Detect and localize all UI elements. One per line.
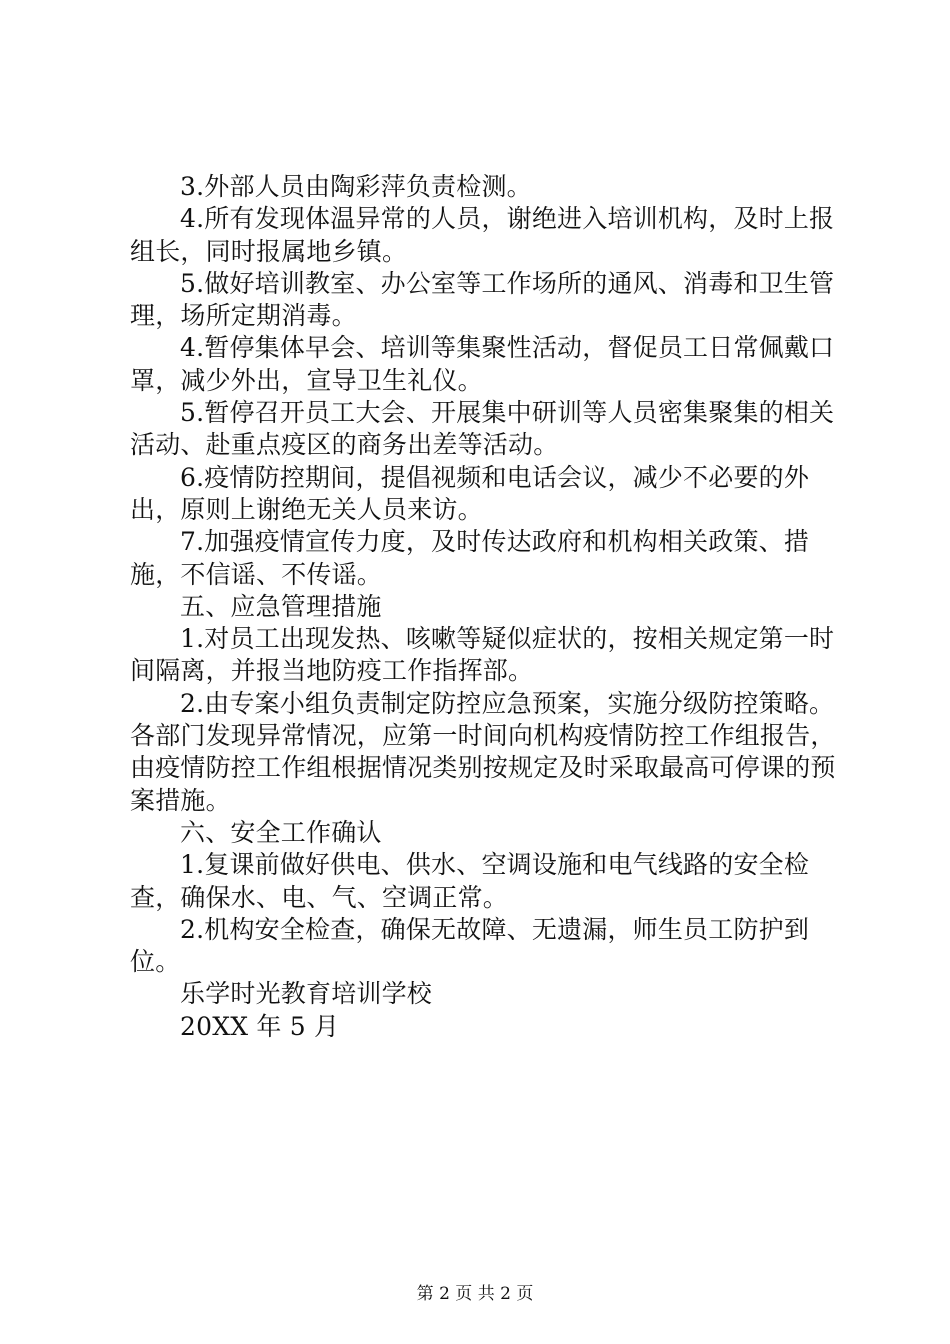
paragraph: 2.由专案小组负责制定防控应急预案，实施分级防控策略。各部门发现异常情况，应第一时间向机构疫情防控工作组报告，由疫情防控工作组根据情况类别按规定及时采取最高可停课的预案措施。 (130, 688, 836, 815)
paragraph: 5.暂停召开员工大会、开展集中研训等人员密集聚集的相关活动、赴重点疫区的商务出差等活动。 (130, 398, 835, 460)
page-footer: 第 2 页 共 2 页 (416, 1284, 534, 1304)
paragraph: 3.外部人员由陶彩萍负责检测。 (180, 172, 532, 201)
paragraph: 1.对员工出现发热、咳嗽等疑似症状的，按相关规定第一时间隔离，并报当地防疫工作指挥部。 (130, 624, 835, 686)
signature-organization: 乐学时光教育培训学校 (180, 979, 433, 1009)
paragraph: 4.所有发现体温异常的人员，谢绝进入培训机构，及时上报组长，同时报属地乡镇。 (130, 204, 835, 266)
section-heading: 五、应急管理措施 (180, 591, 382, 621)
document-body (130, 171, 840, 1043)
paragraph: 1.复课前做好供电、供水、空调设施和电气线路的安全检查，确保水、电、气、空调正常。 (130, 850, 810, 912)
signature-date: 20XX 年 5 月 (180, 1011, 340, 1041)
paragraph: 4.暂停集体早会、培训等集聚性活动，督促员工日常佩戴口罩，减少外出，宣导卫生礼仪。 (130, 333, 835, 395)
section-heading: 六、安全工作确认 (180, 817, 382, 847)
paragraph: 7.加强疫情宣传力度，及时传达政府和机构相关政策、措施，不信谣、不传谣。 (130, 527, 810, 589)
paragraph: 6.疫情防控期间，提倡视频和电话会议，减少不必要的外出，原则上谢绝无关人员来访。 (130, 462, 810, 524)
paragraph: 5.做好培训教室、办公室等工作场所的通风、消毒和卫生管理，场所定期消毒。 (130, 268, 835, 331)
paragraph: 2.机构安全检查，确保无故障、无遗漏，师生员工防护到位。 (130, 914, 810, 977)
